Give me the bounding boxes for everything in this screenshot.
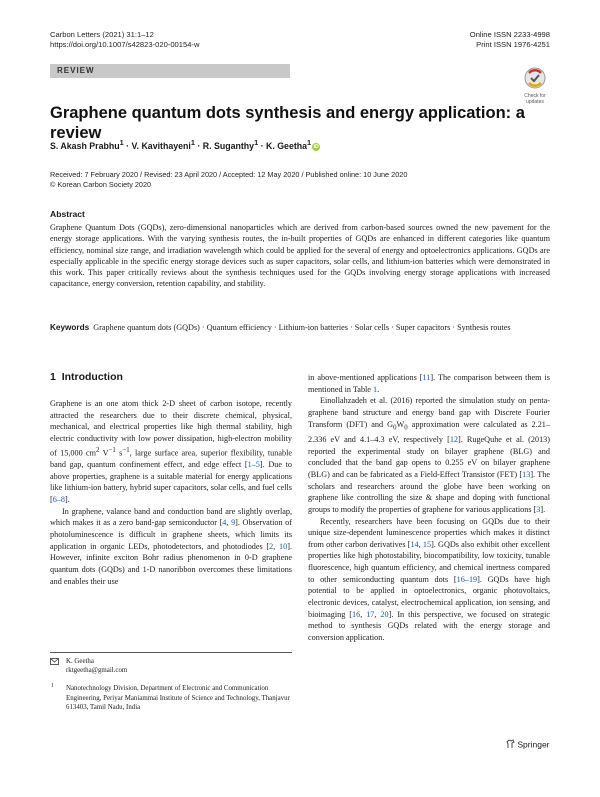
doi-link[interactable]: https://doi.org/10.1007/s42823-020-00154-w <box>50 40 200 49</box>
print-issn: Print ISSN 1976-4251 <box>476 40 550 49</box>
check-for-updates-badge[interactable] <box>520 67 550 105</box>
citation-link[interactable]: 20 <box>380 609 389 619</box>
author-name[interactable]: K. Geetha <box>265 140 308 151</box>
author-separator: · <box>123 140 132 151</box>
paragraph: Einollahzadeh et al. (2016) reported the simulation study on penta-graphene band structure and energy band gap with Discrete Fourier Transform (DFT) and $G_0W_0$ approximation were calculated as 2.21–2.336 eV and 4.1–4.3 eV, respectively [12]. RugeQuhe et al. (2013) reported the experimental study on bilayer graphene (BLG) and concluded that the band gap opens to 0.255 eV on bilayer graphene (BLG) and can be fabricated as a Field-Effect Transistor (FET) [13]. The scholars and researchers around the globe have been working on graphene like controlling the size & shape and doping with functional groups to modify the properties of graphene for various applications [3]. <box>308 396 551 514</box>
affiliation-mark: 1 <box>254 138 259 147</box>
check-for-updates-icon <box>520 67 550 89</box>
author-name[interactable]: S. Akash Prabhu <box>50 140 120 151</box>
publication-dates <box>50 170 407 190</box>
badge-line2: updates <box>526 98 544 105</box>
citation-link[interactable]: 1–5 <box>247 460 260 470</box>
section-title: Introduction <box>61 371 123 383</box>
envelope-icon <box>50 658 59 668</box>
citation-link[interactable]: 9 <box>231 518 236 528</box>
citation-link[interactable]: 11 <box>422 373 431 382</box>
citation-link[interactable]: 15 <box>422 539 432 549</box>
citation-link[interactable]: 10 <box>279 541 288 551</box>
section-heading <box>50 371 123 383</box>
author-separator: · <box>194 140 203 151</box>
affiliation-mark: 1 <box>119 138 124 147</box>
abstract-body: Graphene Quantum Dots (GQDs), zero-dimensional nanoparticles which are derived from carbon-based sources owned the new pavement for the energy storage applications. With the varying synthesis routes, the in-built properties of GQDs are enhanced in different categories like quantum efficiency, nominal size range, and irradiation wavelength which could be applied for the several of energy and optoelectronics applications. GQDs are especially applicable in the specific energy storage devices such as super capacitors, solar cells, and lithium-ion batteries which were demonstrated in this work. This paper critically reviews about the synthesis techniques used for the GQDs involving energy storage applications with increased capacitance, energy conversion, retention capability, and stability. <box>50 223 550 289</box>
keywords-label: Keywords <box>50 323 90 332</box>
keywords-text: Graphene quantum dots (GQDs) · Quantum efficiency · Lithium-ion batteries · Solar cells · Super capacitors · Synthesis routes <box>93 323 511 332</box>
paragraph: Recently, researchers have been focusing on GQDs due to their unique size-dependent luminescence properties which makes it distinct from other carbon derivatives [14, 15]. GQDs also exhibit other excellent properties like high photostability, biocompatibility, low toxicity, tunable fluorescence, high quantum efficiency, and chemical inertness compared to other semiconducting quantum dots [16–19]. GQDs have high potential to be applied in optoelectronics, organic photovoltaics, electronic devices, catalyst, electrochemical application, ion sensing, and bioimaging [16, 17, 20]. In this perspective, we focused on strategic method to synthesis GQDs related with the energy storage and conversion application. <box>308 516 551 643</box>
citation-link[interactable]: 12 <box>449 434 458 444</box>
affiliation-number: 1 <box>51 683 54 690</box>
table-link[interactable]: 1 <box>373 384 378 394</box>
author-name[interactable]: R. Suganthy <box>202 140 255 151</box>
section-number: 1 <box>50 371 56 383</box>
article-type-label: REVIEW <box>57 66 95 75</box>
citation-link[interactable]: 2 <box>269 541 274 551</box>
affiliation-mark: 1 <box>190 138 195 147</box>
corresponding-author <box>50 657 292 712</box>
citation-link[interactable]: 17 <box>366 609 375 619</box>
author-name[interactable]: V. Kavithayeni <box>131 140 191 151</box>
citation-link[interactable]: 4 <box>222 518 227 528</box>
springer-horse-icon <box>506 739 515 751</box>
badge-line1: Check for <box>524 93 546 99</box>
keywords <box>50 322 550 333</box>
paragraph: In graphene, valance band and conduction band are slightly overlap, which makes it as a zero band-gap semiconductor [4, 9]. Observation of photoluminescence is difficult in graphene sheets, which limits its application in organic LEDs, photodetectors, and photodiodes [2, 10]. However, infinite exciton Bohr radius phenomenon in 0-D graphene quantum dots (GQDs) and 1-D nanoribbon overcomes these limitations and enables their use <box>50 506 293 586</box>
paragraph: Graphene is an one atom thick 2-D sheet of carbon isotope, recently attracted the researchers due to their discrete chemical, physical, mechanical, and electrical properties like high thermal stability, high electric conductivity with low power dissipation, high-electron mobility of 15,000 $cm^2$ $V^{-1}$ $s^{-1}$, large surface area, superior flexibility, tunable band gap, quantum confinement effect, and edge effect [1–5]. Due to above properties, graphene is a suitable material for energy applications like lithium-ion battery, hybrid super capacitors, solar cells, and fuel cells [6–8]. <box>50 399 292 504</box>
orcid-icon[interactable]: iD <box>313 143 319 150</box>
citation-link[interactable]: 14 <box>410 539 419 549</box>
affiliation-text: Nanotechnology Division, Department of Electronic and Communication Engineering, Periyar Maniammai Institute of Science and Technology, Thanjavur 613403, Tamil Nadu, India <box>66 685 290 711</box>
citation-link[interactable]: 16–19 <box>456 574 478 584</box>
citation-link[interactable]: 16 <box>352 609 361 619</box>
abstract-heading: Abstract <box>50 209 85 219</box>
author-separator: · <box>258 140 266 151</box>
paragraph: in above-mentioned applications [11]. The comparison between them is mentioned in Table 1. <box>308 373 550 394</box>
citation-link[interactable]: 6–8 <box>52 494 66 504</box>
right-column <box>308 372 550 644</box>
affiliation-mark: 1 <box>307 138 312 147</box>
corresponding-name: K. Geetha <box>66 658 94 665</box>
corresponding-email[interactable]: rktgeetha@gmail.com <box>66 667 128 675</box>
left-column <box>50 398 292 587</box>
online-issn: Online ISSN 2233-4998 <box>469 30 550 39</box>
publisher-logo[interactable] <box>506 739 550 751</box>
footnote-rule <box>50 652 292 653</box>
author-list <box>50 138 320 151</box>
article-title: Graphene quantum dots synthesis and energy application: a review <box>50 104 525 142</box>
publisher-name: Springer <box>517 739 550 750</box>
citation-link[interactable]: 3 <box>536 504 541 514</box>
dates-line: Received: 7 February 2020 / Revised: 23 April 2020 / Accepted: 12 May 2020 / Published online: 10 June 2020 <box>50 170 408 179</box>
copyright-line: © Korean Carbon Society 2020 <box>50 180 152 189</box>
journal-citation: Carbon Letters (2021) 31:1–12 <box>50 30 154 39</box>
citation-link[interactable]: 13 <box>522 469 531 479</box>
